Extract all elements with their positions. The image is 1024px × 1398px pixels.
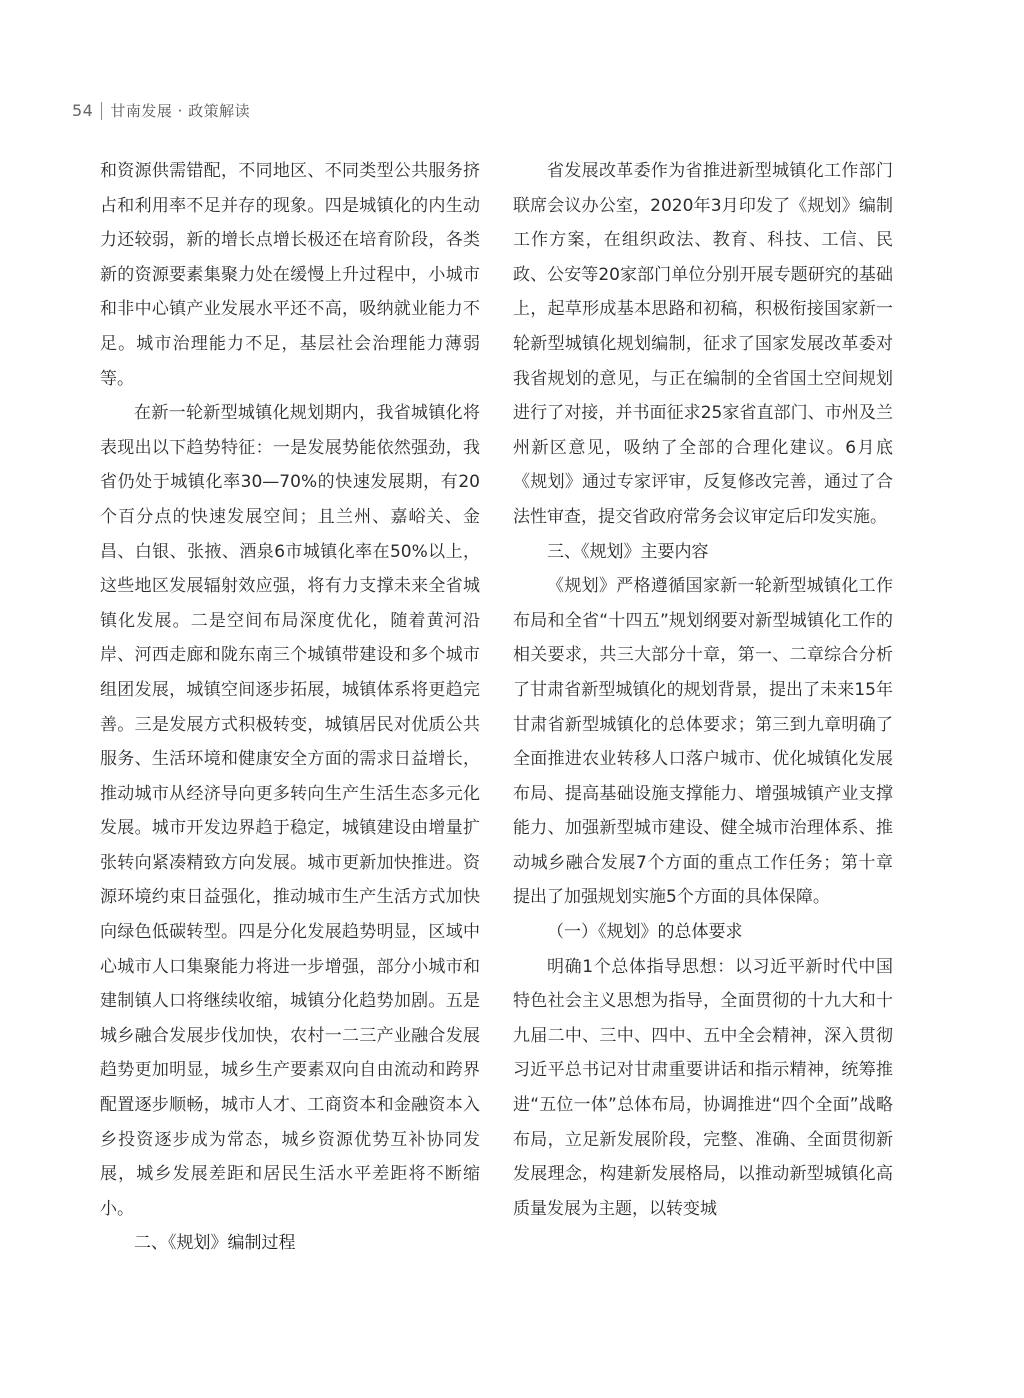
paragraph: 在新一轮新型城镇化规划期内，我省城镇化将表现出以下趋势特征：一是发展势能依然强劲，我省仍处于城镇化率30—70%的快速发展期，有20个百分点的快速发展空间；且兰州、嘉峪关、金昌、白银、张掖、酒泉6市城镇化率在50%以上，这些地区发展辐射效应强，将有力支撑未来全省城镇化发展。二是空间布局深度优化，随着黄河沿岸、河西走廊和陇东南三个城镇带建设和多个城市组团发展，城镇空间逐步拓展，城镇体系将更趋完善。三是发展方式积极转变，城镇居民对优质公共服务、生活环境和健康安全方面的需求日益增长，推动城市从经济导向更多转向生产生活生态多元化发展。城市开发边界趋于稳定，城镇建设由增量扩张转向紧凑精致方向发展。城市更新加快推进。资源环境约束日益强化，推动城市生产生活方式加快向绿色低碳转型。四是分化发展趋势明显，区域中心城市人口集聚能力将进一步增强，部分小城市和建制镇人口将继续收缩，城镇分化趋势加剧。五是城乡融合发展步伐加快，农村一二三产业融合发展趋势更加明显，城乡生产要素双向自由流动和跨界配置逐步顺畅，城市人才、工商资本和金融资本入乡投资逐步成为常态，城乡资源优势互补协同发展，城乡发展差距和居民生活水平差距将不断缩小。: [100, 403, 480, 1219]
paragraph: 《规划》严格遵循国家新一轮新型城镇化工作布局和全省“十四五”规划纲要对新型城镇化工作的相关要求，共三大部分十章，第一、二章综合分析了甘肃省新型城镇化的规划背景，提出了未来15年甘肃省新型城镇化的总体要求；第三到九章明确了全面推进农业转移人口落户城市、优化城镇化发展布局、提高基础设施支撑能力、增强城镇产业支撑能力、加强新型城市建设、健全城市治理体系、推动城乡融合发展7个方面的重点工作任务；第十章提出了加强规划实施5个方面的具体保障。: [513, 576, 893, 908]
section-heading: 二、《规划》编制过程: [134, 1233, 296, 1254]
paragraph: 和资源供需错配，不同地区、不同类型公共服务挤占和利用率不足并存的现象。四是城镇化的内生动力还较弱，新的增长点增长极还在培育阶段，各类新的资源要素集聚力处在缓慢上升过程中，小城市和非中心镇产业发展水平还不高，吸纳就业能力不足。城市治理能力不足，基层社会治理能力薄弱等。: [100, 161, 480, 389]
running-header: [72, 100, 250, 121]
publication-title: 甘南发展 · 政策解读: [110, 102, 251, 120]
right-column: [513, 154, 893, 1226]
paragraph: 明确1个总体指导思想：以习近平新时代中国特色社会主义思想为指导，全面贯彻的十九大和十九届二中、三中、四中、五中全会精神，深入贯彻习近平总书记对甘肃重要讲话和指示精神，统筹推进“五位一体”总体布局，协调推进“四个全面”战略布局，立足新发展阶段，完整、准确、全面贯彻新发展理念，构建新发展格局，以推动新型城镇化高质量发展为主题，以转变城: [513, 956, 893, 1219]
paragraph: 省发展改革委作为省推进新型城镇化工作部门联席会议办公室，2020年3月印发了《规划》编制工作方案，在组织政法、教育、科技、工信、民政、公安等20家部门单位分别开展专题研究的基础上，起草形成基本思路和初稿，积极衔接国家新一轮新型城镇化规划编制，征求了国家发展改革委对我省规划的意见，与正在编制的全省国土空间规划进行了对接，并书面征求25家省直部门、市州及兰州新区意见，吸纳了全部的合理化建议。6月底《规划》通过专家评审，反复修改完善，通过了合法性审查，提交省政府常务会议审定后印发实施。: [513, 161, 893, 527]
section-heading: 三、《规划》主要内容: [547, 541, 709, 562]
subsection-heading: （一）《规划》的总体要求: [547, 922, 743, 943]
page-number: 54: [72, 101, 94, 120]
left-column: [100, 154, 480, 1261]
header-divider: [101, 102, 102, 120]
